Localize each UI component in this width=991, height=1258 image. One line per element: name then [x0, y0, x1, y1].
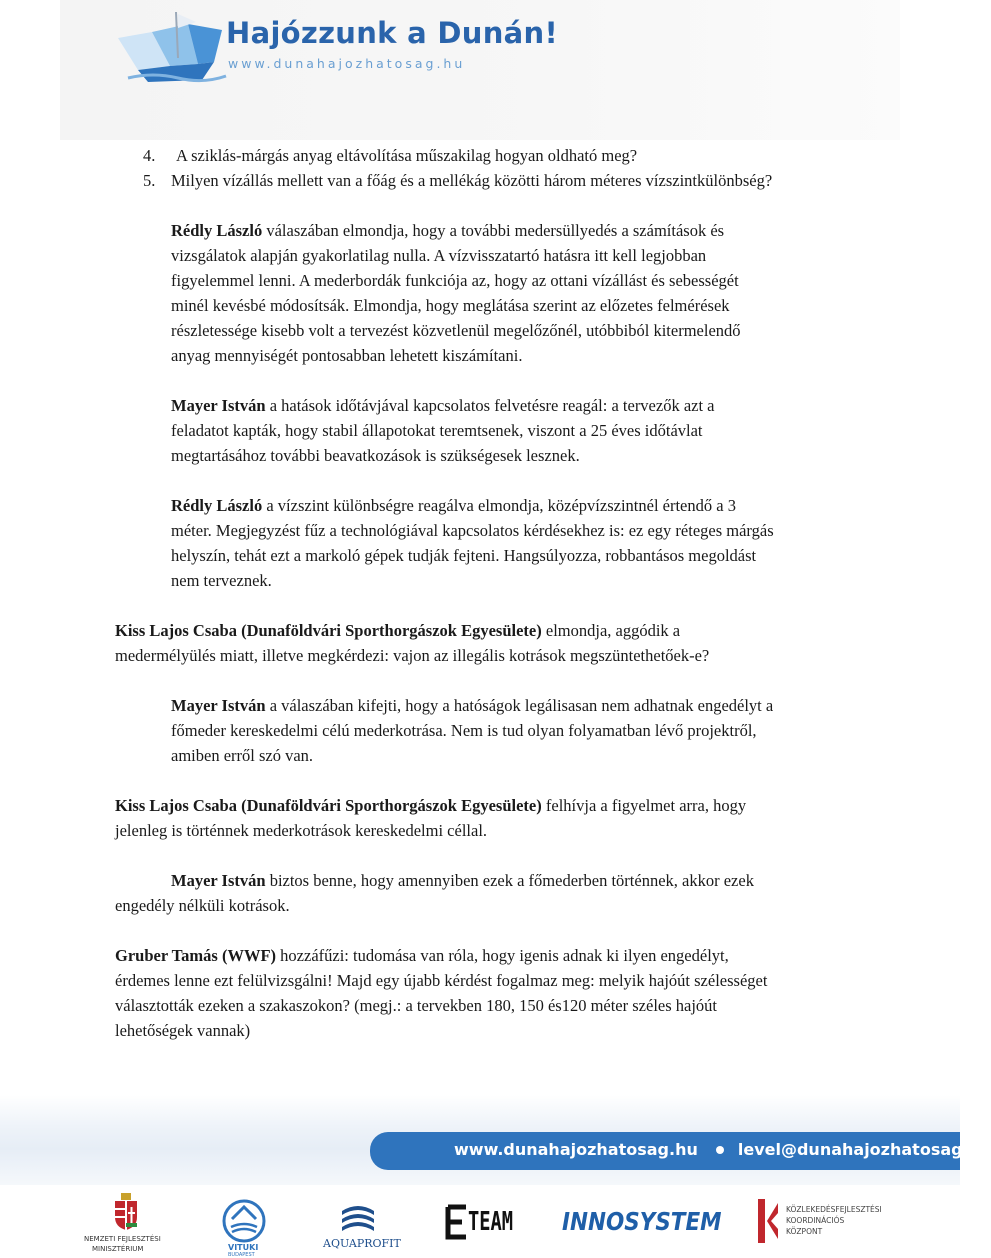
paragraph-line: részletessége kisebb volt a tervezést közvetlenül megelőzőnél, utóbbiból kitermelendő — [171, 321, 741, 340]
logo-url: www.dunahajozhatosag.hu — [228, 56, 466, 71]
hungarian-coat-of-arms-icon — [112, 1193, 140, 1231]
footer-links — [454, 1140, 991, 1159]
paragraph-line: érdemes lenne ezt felülvizsgálni! Majd egy újabb kérdést fogalmaz meg: melyik hajóút szélességet — [115, 971, 768, 990]
paragraph-line: figyelemmel lenni. A mederbordák funkciója az, hogy az ottani vízállást és sebességét — [171, 271, 739, 290]
innosystem-label: INNOSYSTEM — [562, 1207, 722, 1236]
team-label: TEAM — [468, 1207, 514, 1237]
paragraph-line: amiben erről szó van. — [171, 746, 314, 765]
aquaprofit-label: AQUAPROFIT — [323, 1237, 401, 1250]
speaker-name: Rédly László — [171, 221, 263, 240]
vituki-label: VITUKI — [228, 1243, 259, 1252]
logo-title: Hajózzunk a Dunán! — [226, 16, 559, 50]
ministry-line2: MINISZTÉRIUM — [92, 1245, 144, 1253]
kkk-line1: KÖZLEKEDÉSFEJLESZTÉSI — [786, 1205, 882, 1214]
kkk-line3: KÖZPONT — [786, 1227, 823, 1236]
paragraph-line: helyszín, tehát ezt a markoló gépek tudják fejteni. Hangsúlyozza, robbantásos megoldást — [171, 546, 757, 565]
paragraph-line: Kiss Lajos Csaba (Dunaföldvári Sporthorgászok Egyesülete) felhívja a figyelmet arra, hogy — [115, 796, 747, 815]
paragraph-line: Kiss Lajos Csaba (Dunaföldvári Sporthorgászok Egyesülete) elmondja, aggódik a — [115, 621, 681, 640]
speaker-name: Mayer István — [171, 696, 266, 715]
paragraph-line: főmeder kereskedelmi célú mederkotrása. Nem is tud olyan folyamatban lévő projektről, — [171, 721, 757, 740]
bullet-icon — [716, 1146, 724, 1154]
speaker-name: Kiss Lajos Csaba (Dunaföldvári Sporthorgászok Egyesülete) — [115, 796, 542, 815]
paragraph-line: minél kevésbé módosítsák. Elmondja, hogy meglátása szerint az előzetes felmérések — [171, 296, 730, 315]
paragraph-line: Rédly László a vízszint különbségre reagálva elmondja, középvízszintnél értendő a 3 — [171, 496, 736, 515]
list-item: A sziklás-márgás anyag eltávolítása műszakilag hogyan oldható meg? — [176, 146, 638, 165]
aquaprofit-logo-icon — [340, 1201, 376, 1235]
kkk-logo-icon — [758, 1199, 778, 1243]
paragraph-line: engedély nélküli kotrások. — [115, 896, 290, 915]
kkk-line2: KOORDINÁCIÓS — [786, 1216, 845, 1225]
ministry-line1: NEMZETI FEJLESZTÉSI — [84, 1235, 161, 1243]
list-number: 4. — [143, 146, 156, 165]
speaker-name: Mayer István — [171, 396, 266, 415]
list-number: 5. — [143, 171, 156, 190]
paragraph-line: választották ezeken a szakaszokon? (megj.: a tervekben 180, 150 és120 méter széles hajóút — [115, 996, 718, 1015]
paragraph-line: méter. Megjegyzést fűz a technológiával kapcsolatos kérdésekhez is: ez egy réteges márgás — [171, 521, 774, 540]
paragraph-line: Rédly László válaszában elmondja, hogy a további medersüllyedés a számítások és — [171, 221, 725, 240]
speaker-name: Rédly László — [171, 496, 263, 515]
page-header — [60, 0, 900, 140]
paragraph-line: lehetőségek vannak) — [115, 1021, 251, 1040]
vituki-logo-icon — [222, 1199, 266, 1243]
email-link[interactable]: level@dunahajozhatosag.hu — [737, 1140, 991, 1159]
paragraph-line: Mayer István biztos benne, hogy amennyiben ezek a főmederben történnek, akkor ezek — [171, 871, 754, 890]
sponsor-logos — [0, 1185, 960, 1258]
paragraph-line: medermélyülés miatt, illetve megkérdezi: vajon az illegális kotrások megszüntethetőek-e? — [115, 646, 710, 665]
speaker-name: Gruber Tamás (WWF) — [115, 946, 277, 965]
team-logo-icon — [446, 1205, 468, 1239]
paragraph-line: feladatot kapták, hogy stabil állapotokat teremtsenek, viszont a 25 éves időtávlat — [171, 421, 703, 440]
paragraph-line: nem terveznek. — [171, 571, 272, 590]
paragraph-line: anyag mennyiségét pontosabban lehetett kiszámítani. — [171, 346, 523, 365]
speaker-name: Kiss Lajos Csaba (Dunaföldvári Sporthorgászok Egyesülete) — [115, 621, 542, 640]
paragraph-line: Mayer István a válaszában kifejti, hogy a hatóságok legálisasan nem adhatnak engedélyt a — [171, 696, 774, 715]
paragraph-line: megtartásához további beavatkozások is szükségesek lesznek. — [171, 446, 580, 465]
paragraph-line: vizsgálatok alapján gyakorlatilag nulla. A vízvisszatartó hatásra itt kell legjobban — [171, 246, 707, 265]
paragraph-line: jelenleg is történnek mederkotrások kereskedelmi céllal. — [115, 821, 488, 840]
speaker-name: Mayer István — [171, 871, 266, 890]
vituki-sub: BUDAPEST — [228, 1252, 255, 1258]
paper-ship-logo-icon — [118, 8, 228, 90]
paragraph-line: Gruber Tamás (WWF) hozzáfűzi: tudomása van róla, hogy igenis adnak ki ilyen engedélyt, — [115, 946, 729, 965]
website-link[interactable]: www.dunahajozhatosag.hu — [454, 1140, 698, 1159]
list-item: Milyen vízállás mellett van a főág és a mellékág közötti három méteres vízszintkülönbség? — [171, 171, 773, 190]
paragraph-line: Mayer István a hatások időtávjával kapcsolatos felvetésre reagál: a tervezők azt a — [171, 396, 715, 415]
